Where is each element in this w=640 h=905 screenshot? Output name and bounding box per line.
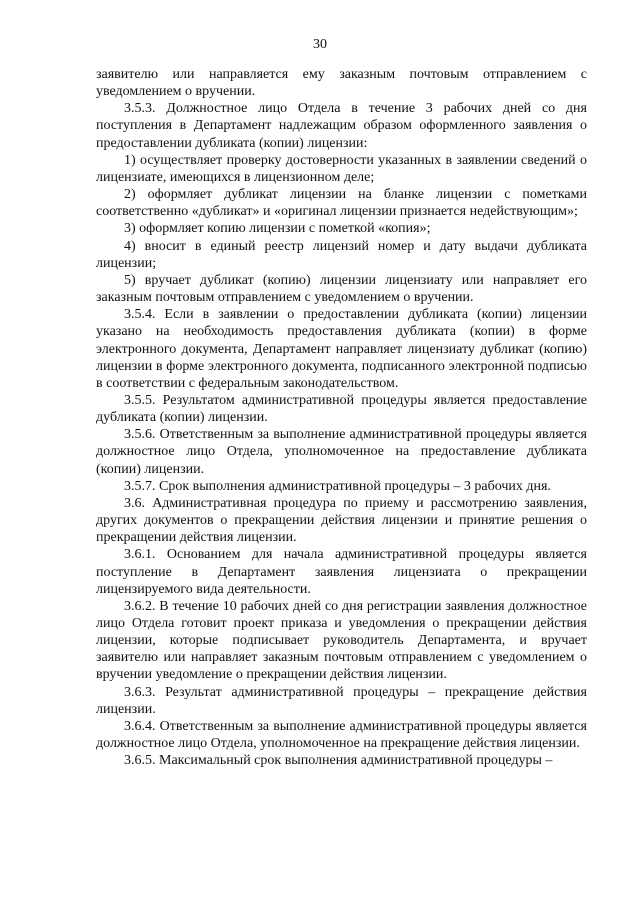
paragraph-3-5-3: 3.5.3. Должностное лицо Отдела в течение 3 рабочих дней со дня поступления в Департамент надлежащим образом оформленного заявления о предоставлении дубликата (копии) лицензии:: [96, 101, 587, 151]
paragraph-3-6-1: 3.6.1. Основанием для начала административной процедуры является поступление в Департамент заявления лицензиата о прекращении лицензируемого вида деятельности.: [96, 547, 587, 597]
paragraph-3-5-4: 3.5.4. Если в заявлении о предоставлении дубликата (копии) лицензии указано на необходимость предоставления дубликата (копии) в форме электронного документа, Департамент направляет лицензиату дубликат (копию) лицензии в форме электронного документа, подписанного электронной подписью в соответствии с федеральным законодательством.: [96, 307, 587, 391]
page-number: 30: [313, 37, 327, 52]
list-item-3: 3) оформляет копию лицензии с пометкой «копия»;: [124, 221, 431, 237]
paragraph-continuation: заявителю или направляется ему заказным почтовым отправлением с уведомлением о вручении.: [96, 67, 587, 100]
paragraph-3-6-5: 3.6.5. Максимальный срок выполнения административной процедуры –: [124, 753, 553, 769]
paragraph-3-5-5: 3.5.5. Результатом административной процедуры является предоставление дубликата (копии) лицензии.: [96, 392, 587, 426]
list-item-1: 1) осуществляет проверку достоверности указанных в заявлении сведений о лицензиате, имеющихся в лицензионном деле;: [96, 152, 587, 185]
document-body: [96, 66, 587, 769]
paragraph-3-6-2: 3.6.2. В течение 10 рабочих дней со дня регистрации заявления должностное лицо Отдела готовит проект приказа и уведомления о прекращении действия лицензии, которые подписывает руководитель Департамента, и вручает заявителю или направляет заказным почтовым отправлением с уведомлением о вручении уведомление о прекращении действия лицензии.: [96, 598, 587, 683]
list-item-2: 2) оформляет дубликат лицензии на бланке лицензии с пометками соответственно «дубликат» и «оригинал лицензии признается недействующим»;: [96, 187, 587, 220]
paragraph-3-5-7: 3.5.7. Срок выполнения административной процедуры – 3 рабочих дня.: [124, 478, 551, 494]
paragraph-3-6: 3.6. Административная процедура по приему и рассмотрению заявления, других документов о прекращении действия лицензии и принятие решения о прекращении действия лицензии.: [96, 495, 587, 546]
list-item-4: 4) вносит в единый реестр лицензий номер и дату выдачи дубликата лицензии;: [96, 238, 587, 271]
list-item-5: 5) вручает дубликат (копию) лицензии лицензиату или направляет его заказным почтовым отправлением с уведомлением о вручении.: [96, 272, 587, 306]
paragraph-3-6-4: 3.6.4. Ответственным за выполнение административной процедуры является должностное лицо Отдела, уполномоченное на прекращение действия лицензии.: [96, 718, 587, 752]
paragraph-3-5-6: 3.5.6. Ответственным за выполнение административной процедуры является должностное лицо Отдела, уполномоченное на предоставление дубликата (копии) лицензии.: [96, 427, 587, 477]
paragraph-3-6-3: 3.6.3. Результат административной процедуры – прекращение действия лицензии.: [96, 684, 587, 717]
